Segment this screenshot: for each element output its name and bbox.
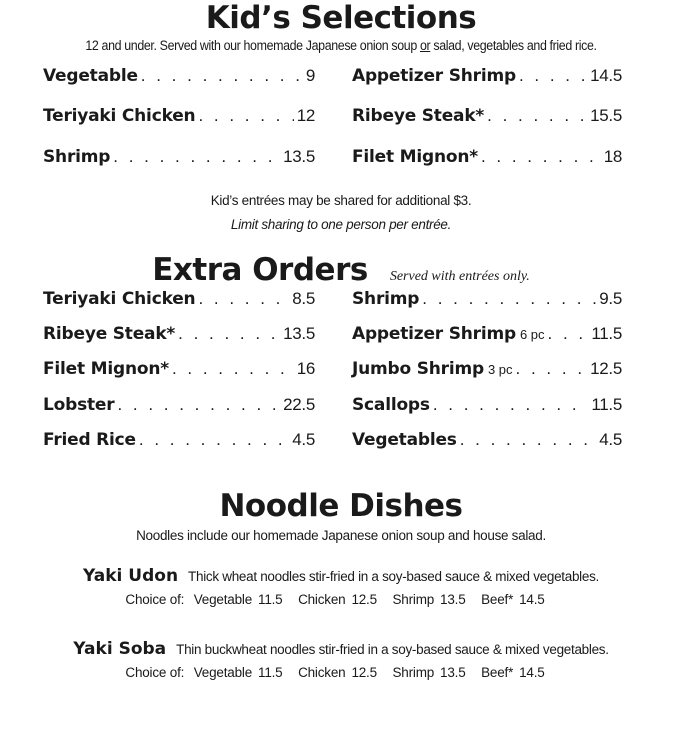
- dot-leader: [198, 106, 293, 126]
- menu-item: [43, 106, 315, 130]
- dot-leader: [113, 147, 280, 167]
- menu-item-price: 16: [296, 359, 315, 378]
- choice-name: Beef*: [481, 592, 514, 607]
- choice-price: 14.5: [519, 665, 545, 680]
- menu-item: [43, 289, 315, 313]
- dot-leader: [548, 324, 589, 344]
- menu-item: [352, 430, 622, 454]
- noodle-dish: [0, 566, 682, 586]
- menu-item-price: 12.5: [590, 359, 622, 378]
- choice-price: 12.5: [351, 665, 377, 680]
- noodle-dish-description: Thick wheat noodles stir-fried in a soy-based sauce & mixed vegetables.: [188, 569, 599, 584]
- kids-subtitle-after: salad, vegetables and fried rice.: [430, 38, 597, 53]
- menu-item: [43, 359, 315, 383]
- noodle-dish-name: Yaki Udon: [83, 566, 179, 586]
- menu-item: [352, 324, 622, 348]
- menu-item-name: Ribeye Steak*: [43, 324, 176, 344]
- menu-item-name: Vegetable: [43, 66, 138, 86]
- noodle-subtitle: Noodles include our homemade Japanese onion soup and house salad.: [136, 528, 546, 543]
- dot-leader: [198, 289, 289, 309]
- menu-item-name: Ribeye Steak*: [352, 106, 485, 126]
- menu-item-price: 4.5: [292, 430, 315, 449]
- noodle-dish: [0, 639, 682, 659]
- menu-item-price: 22.5: [283, 395, 315, 414]
- menu-item-portion: 6 pc: [519, 327, 545, 342]
- choice-name: Chicken: [298, 592, 346, 607]
- menu-item-name: Appetizer Shrimp: [352, 66, 516, 86]
- menu-item-price: 14.5: [590, 66, 622, 85]
- kids-subtitle-or: or: [419, 38, 431, 53]
- dot-leader: [481, 147, 601, 167]
- menu-item-price: 15.5: [590, 106, 622, 125]
- extra-orders-title: Extra Orders: [152, 252, 368, 288]
- menu-item-price: 4.5: [599, 430, 622, 449]
- choice-price: 13.5: [440, 592, 466, 607]
- menu-item-name: Appetizer Shrimp: [352, 324, 516, 344]
- menu-item-price: 11.5: [591, 324, 622, 343]
- menu-item: [352, 289, 622, 313]
- dot-leader: [460, 430, 597, 450]
- choice-price: 11.5: [258, 665, 283, 680]
- dot-leader: [117, 395, 280, 415]
- menu-item-price: 13.5: [283, 324, 315, 343]
- kids-section-title: Kid’s Selections: [205, 0, 477, 36]
- kids-subtitle: [27, 38, 654, 53]
- choice-price: 14.5: [519, 592, 545, 607]
- choice-price: 13.5: [440, 665, 466, 680]
- choice-label: Choice of:: [125, 665, 185, 680]
- choice-price: 11.5: [258, 592, 283, 607]
- menu-item-name: Teriyaki Chicken: [43, 106, 196, 126]
- menu-item: [352, 395, 622, 419]
- menu-item: [352, 359, 622, 383]
- menu-item-portion: 3 pc: [487, 362, 513, 377]
- menu-item: [43, 66, 315, 90]
- kids-sharing-note: Kid’s entrées may be shared for additional $3.: [210, 193, 472, 208]
- menu-item-price: 12: [296, 106, 315, 125]
- menu-item-price: 13.5: [283, 147, 315, 166]
- dot-leader: [172, 359, 294, 379]
- menu-item: [43, 430, 315, 454]
- menu-item-name: Teriyaki Chicken: [43, 289, 196, 309]
- noodle-choices: [0, 592, 682, 607]
- menu-item-name: Scallops: [352, 395, 430, 415]
- menu-item-name: Filet Mignon*: [352, 147, 478, 167]
- choice-name: Chicken: [298, 665, 346, 680]
- menu-item-price: 9.5: [599, 289, 622, 308]
- menu-item: [352, 66, 622, 90]
- menu-item-name: Jumbo Shrimp: [352, 359, 484, 379]
- kids-subtitle-before: 12 and under. Served with our homemade Japanese onion soup: [85, 38, 420, 53]
- menu-item-name: Vegetables: [352, 430, 457, 450]
- choice-name: Beef*: [481, 665, 514, 680]
- menu-item-price: 18: [603, 147, 622, 166]
- dot-leader: [519, 66, 587, 86]
- choice-name: Shrimp: [392, 592, 435, 607]
- menu-item-price: 11.5: [591, 395, 622, 414]
- dot-leader: [139, 430, 289, 450]
- menu-item-name: Lobster: [43, 395, 115, 415]
- menu-item: [43, 147, 315, 171]
- menu-item-name: Filet Mignon*: [43, 359, 169, 379]
- noodle-dish-description: Thin buckwheat noodles stir-fried in a soy-based sauce & mixed vegetables.: [176, 642, 609, 657]
- kids-sharing-limit-note: Limit sharing to one person per entrée.: [230, 217, 452, 232]
- menu-item-price: 9: [305, 66, 315, 85]
- menu-item-price: 8.5: [292, 289, 315, 308]
- choice-price: 12.5: [351, 592, 377, 607]
- menu-item-name: Shrimp: [43, 147, 111, 167]
- menu-item: [352, 147, 622, 171]
- noodle-dish-name: Yaki Soba: [73, 639, 167, 659]
- noodle-choices: [0, 665, 682, 680]
- choice-name: Vegetable: [193, 665, 253, 680]
- choice-name: Shrimp: [392, 665, 435, 680]
- extra-orders-heading: [0, 252, 682, 288]
- choice-label: Choice of:: [125, 592, 185, 607]
- menu-item-name: Shrimp: [352, 289, 420, 309]
- menu-item: [352, 106, 622, 130]
- menu-item: [43, 324, 315, 348]
- extra-orders-note: Served with entrées only.: [389, 269, 530, 284]
- dot-leader: [422, 289, 596, 309]
- choice-name: Vegetable: [193, 592, 253, 607]
- noodle-section-title: Noodle Dishes: [219, 488, 463, 524]
- menu-item-name: Fried Rice: [43, 430, 136, 450]
- dot-leader: [141, 66, 303, 86]
- dot-leader: [487, 106, 587, 126]
- dot-leader: [178, 324, 280, 344]
- menu-item: [43, 395, 315, 419]
- dot-leader: [433, 395, 589, 415]
- dot-leader: [516, 359, 588, 379]
